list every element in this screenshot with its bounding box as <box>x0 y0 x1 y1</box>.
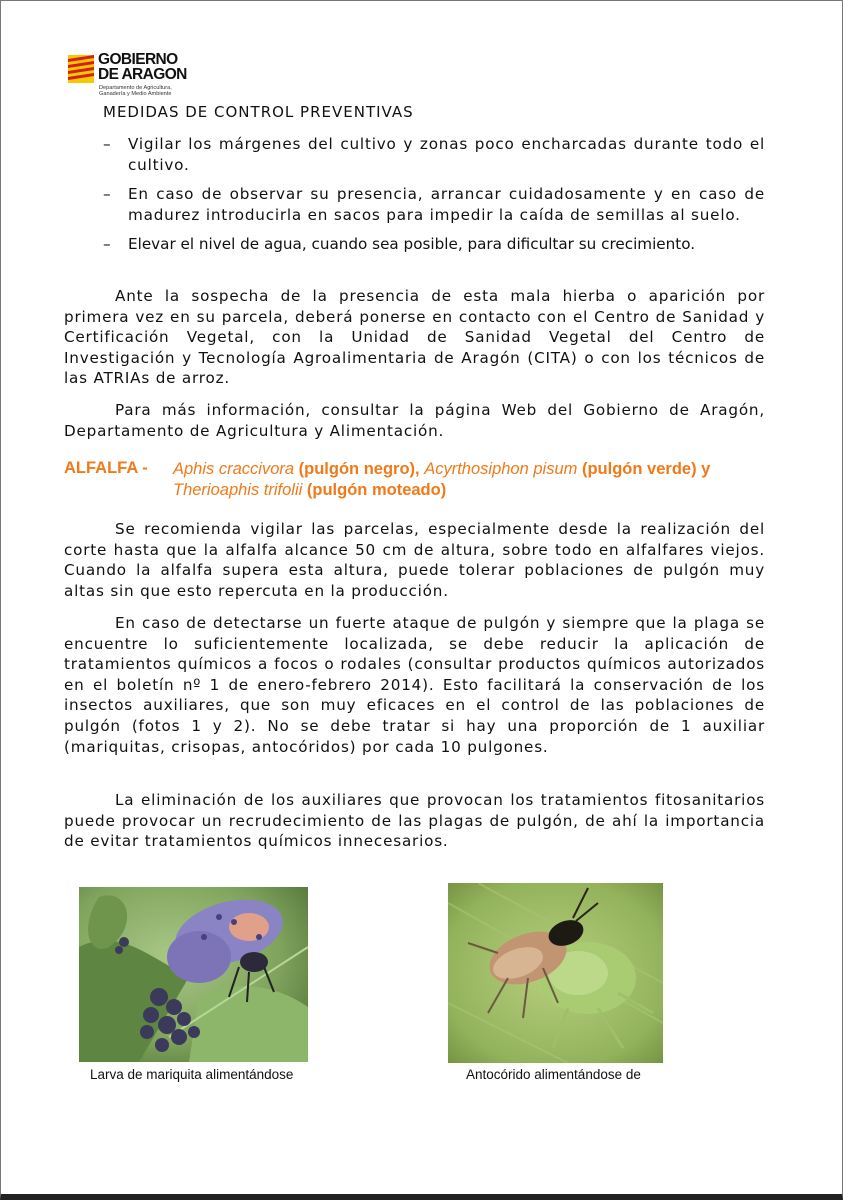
list-item <box>103 234 765 255</box>
bullet-marker: – <box>103 185 112 204</box>
list-item-text: Vigilar los márgenes del cultivo y zonas poco encharcadas durante todo el cultivo. <box>128 135 765 174</box>
paragraph: En caso de detectarse un fuerte ataque de pulgón y siempre que la plaga se encuentre lo suficientemente localizada, se debe reducir la aplicación de tratamientos químicos a focos o rodales (consultar productos químicos autorizados en el boletín nº 1 de enero-febrero 2014). Esto facilitará la conservación de los insectos auxiliares, que son muy eficaces en el control de las poblaciones de pulgón (fotos 1 y 2). No se debe tratar si hay una proporción de 1 auxiliar (mariquitas, crisopas, antocóridos) por cada 10 pulgones. <box>64 614 765 756</box>
bullet-marker: – <box>103 135 112 153</box>
paragraph: Ante la sospecha de la presencia de esta mala hierba o aparición por primera vez en su parcela, deberá ponerse en contacto con el Centro de Sanidad y Certificación Vegetal, con la Unidad de Sanidad Vegetal del Centro de Investigación y Tecnología Agroalimentaria de Aragón (CITA) o con los técnicos de las ATRIAs de arroz. <box>64 287 765 388</box>
species-name: Aphis craccivora <box>173 460 295 478</box>
section-heading: MEDIDAS DE CONTROL PREVENTIVAS <box>103 103 414 121</box>
anthocorid-photo <box>448 883 663 1063</box>
crop-label: ALFALFA - <box>64 459 148 477</box>
ladybird-larva-photo <box>79 887 308 1062</box>
paragraph: La eliminación de los auxiliares que provocan los tratamientos fitosanitarios puede provocar un recrudecimiento de las plagas de pulgón, de ahí la importancia de evitar tratamientos químicos innecesarios. <box>64 791 765 851</box>
bullet-marker: – <box>103 235 111 254</box>
logo-department <box>99 85 172 97</box>
pest-title <box>173 459 773 501</box>
logo-dept-line2: Ganadería y Medio Ambiente <box>99 91 172 97</box>
logo-dept-line1: Departamento de Agricultura, <box>99 85 172 91</box>
logo-line2: DE ARAGON <box>98 66 187 83</box>
paragraph: Para más información, consultar la página Web del Gobierno de Aragón, Departamento de Agricultura y Alimentación. <box>64 401 765 440</box>
logo-line1: GOBIERNO <box>98 51 178 68</box>
list-item-text: Elevar el nivel de agua, cuando sea posible, para dificultar su crecimiento. <box>128 235 696 254</box>
bullet-list <box>103 134 765 264</box>
logo-name <box>98 52 187 82</box>
list-item <box>103 134 765 175</box>
photo-caption: Antocórido alimentándose de <box>466 1067 641 1082</box>
common-name: (pulgón moteado) <box>306 481 447 499</box>
common-name: (pulgón verde) y <box>581 460 711 478</box>
aragon-flag-icon <box>68 55 94 83</box>
species-name: Acyrthosiphon pisum <box>424 460 578 478</box>
logo <box>68 52 208 104</box>
common-name: (pulgón negro), <box>298 460 420 478</box>
species-name: Therioaphis trifolii <box>173 481 303 499</box>
list-item-text: En caso de observar su presencia, arrancar cuidadosamente y en caso de madurez introducirla en sacos para impedir la caída de semillas al suelo. <box>128 185 765 224</box>
list-item <box>103 184 765 225</box>
paragraph: Se recomienda vigilar las parcelas, especialmente desde la realización del corte hasta que la alfalfa alcance 50 cm de altura, sobre todo en alfalfares viejos. Cuando la alfalfa supera esta altura, puede tolerar poblaciones de pulgón muy altas sin que esto repercuta en la producción. <box>64 520 765 600</box>
photo-caption: Larva de mariquita alimentándose <box>90 1067 294 1082</box>
